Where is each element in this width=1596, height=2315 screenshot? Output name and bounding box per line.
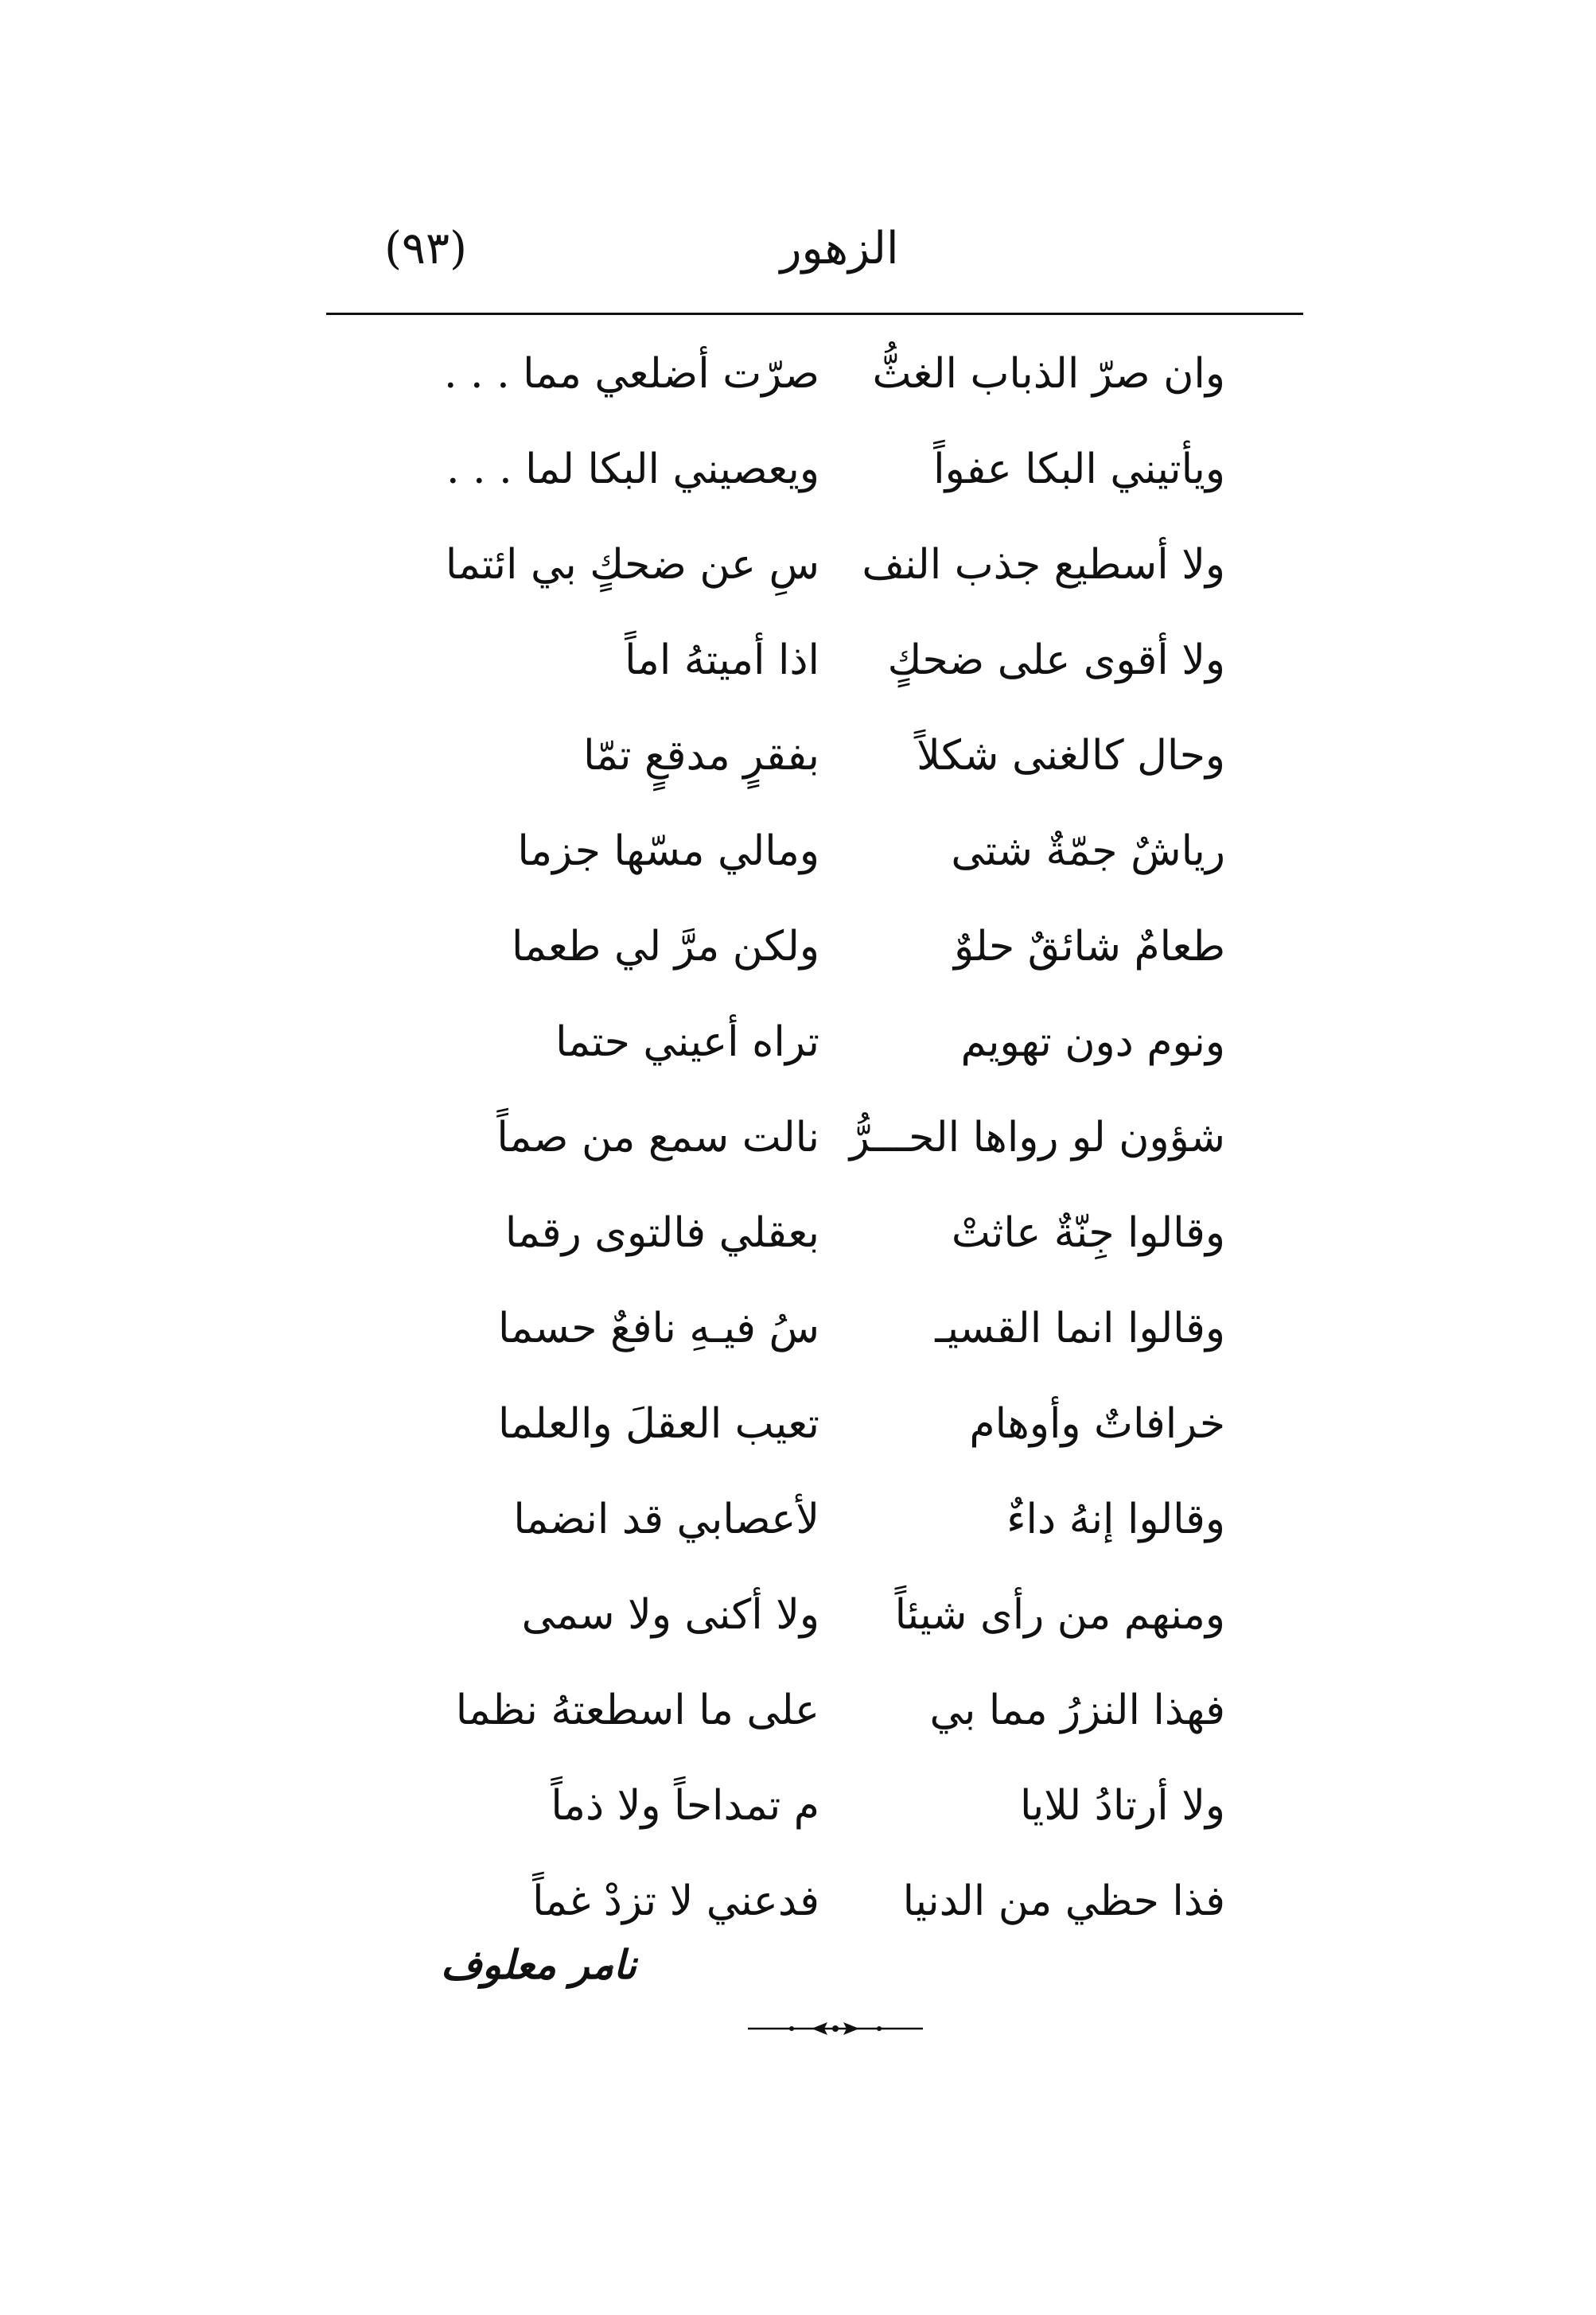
verse-first-hemistich: خرافاتٌ وأوهام [969,1400,1225,1448]
poem [443,326,1225,1949]
verse [446,1663,1225,1758]
verse-first-hemistich: فذا حظي من الدنيا [902,1877,1225,1925]
verse-first-hemistich: ويأتيني البكا عفواً [933,445,1225,493]
author-signature: نامر معلوف [440,1941,636,1988]
verse [446,1281,1225,1376]
verse-second-hemistich: صرّت أضلعي مما . . . [443,350,819,398]
verse-second-hemistich: لأعصابي قد انضما [513,1496,819,1543]
verse-second-hemistich: فدعني لا تزدْ غماً [532,1877,819,1925]
header-rule [326,313,1303,315]
verse-first-hemistich: وقالوا انما القسيـ [935,1305,1225,1352]
verse-second-hemistich: اذا أميتهُ اماً [625,636,819,684]
verse-first-hemistich: رياشٌ جمّةٌ شتى [951,827,1225,875]
verse-second-hemistich: على ما اسطعتهُ نظما [455,1687,819,1734]
verse-first-hemistich: ومنهم من رأى شيئاً [894,1591,1225,1639]
verse-first-hemistich: ولا أقوى على ضحكٍ [887,636,1225,684]
verse [446,613,1225,708]
verse-second-hemistich: بفقرٍ مدقعٍ تمّا [583,732,819,780]
verse [446,708,1225,803]
verse [446,1854,1225,1949]
verse-second-hemistich: سِ عن ضحكٍ بي ائتما [445,541,819,589]
verse [446,1567,1225,1663]
verse-second-hemistich: سُ فيـهِ نافعٌ حسما [497,1305,819,1352]
verse [446,899,1225,994]
verse [446,1758,1225,1854]
verse-first-hemistich: وقالوا إنهُ داءٌ [1006,1496,1225,1543]
verse-second-hemistich: ولا أكنى ولا سمى [521,1591,819,1639]
running-header-title: الزهور [780,223,899,274]
page-number: (٩٣) [384,223,467,274]
verse-first-hemistich: ولا أرتادُ للايا [1019,1782,1225,1830]
verse-first-hemistich: ونوم دون تهويم [960,1018,1225,1066]
verse [446,1090,1225,1185]
verse-second-hemistich: تعيب العقلَ والعلما [497,1400,819,1448]
verse-second-hemistich: ولكن مرَّ لي طعما [512,923,819,971]
verse-second-hemistich: نالت سمع من صماً [496,1114,819,1161]
verse [446,422,1225,517]
verse [446,803,1225,899]
verse-first-hemistich: وقالوا جِنّةٌ عاثتْ [951,1209,1225,1257]
verse-second-hemistich: م تمداحاً ولا ذماً [551,1782,819,1830]
verse-second-hemistich: بعقلي فالتوى رقما [504,1209,819,1257]
verse [446,1185,1225,1281]
verse-first-hemistich: وان صرّ الذباب الغثُّ [872,350,1225,398]
verse-second-hemistich: ويعصيني البكا لما . . . [446,445,819,493]
verse-first-hemistich: ولا أسطيع جذب النف [862,541,1225,589]
verse-first-hemistich: فهذا النزرُ مما بي [929,1687,1225,1734]
verse-first-hemistich: طعامٌ شائقٌ حلوٌ [953,923,1225,971]
verse-second-hemistich: تراه أعيني حتما [555,1018,819,1066]
end-ornament [748,2019,923,2038]
verse [446,517,1225,613]
verse [446,994,1225,1090]
verse [446,1472,1225,1567]
verse-second-hemistich: ومالي مسّها جزما [517,827,819,875]
verse [446,1376,1225,1472]
verse-first-hemistich: شؤون لو رواها الحـــرُّ [849,1114,1225,1161]
verse [443,326,1225,422]
verse-first-hemistich: وحال كالغنى شكلاً [917,732,1225,780]
